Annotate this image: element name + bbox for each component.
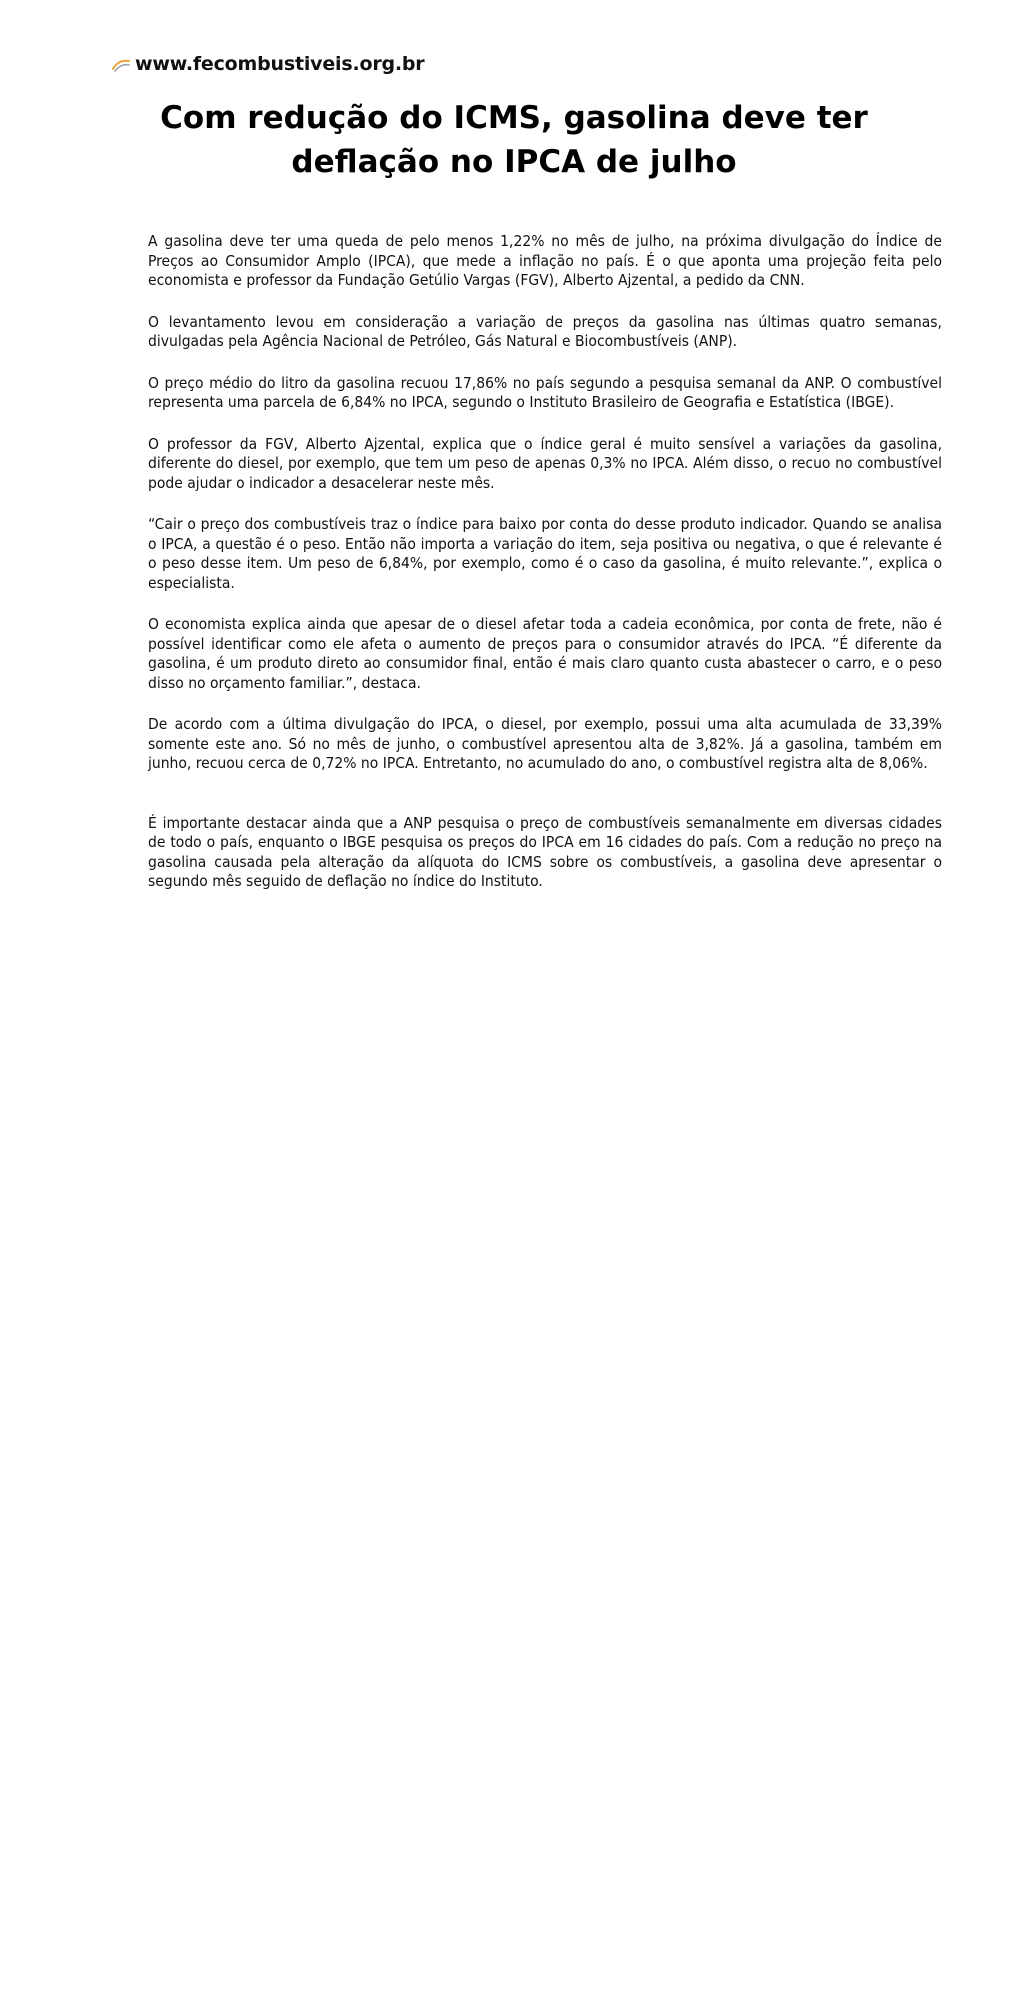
- article-paragraph: A gasolina deve ter uma queda de pelo menos 1,22% no mês de julho, na próxima divulgação do Índice de Preços ao Consumidor Amplo (IPCA), que mede a inflação no país. É o que aponta uma projeção feita pelo economista e professor da Fundação Getúlio Vargas (FGV), Alberto Ajzental, a pedido da CNN.: [148, 232, 942, 289]
- article-title: Com redução do ICMS, gasolina deve ter deflação no IPCA de julho: [160, 100, 868, 180]
- article-paragraph: O levantamento levou em consideração a variação de preços da gasolina nas últimas quatro semanas, divulgadas pela Agência Nacional de Petróleo, Gás Natural e Biocombustíveis (ANP).: [148, 312, 942, 350]
- site-header: [112, 52, 424, 76]
- article-paragraph: O professor da FGV, Alberto Ajzental, explica que o índice geral é muito sensível a variações da gasolina, diferente do diesel, por exemplo, que tem um peso de apenas 0,3% no IPCA. Além disso, o recuo no combustível pode ajudar o indicador a desacelerar neste mês.: [148, 434, 942, 492]
- article-paragraph: De acordo com a última divulgação do IPCA, o diesel, por exemplo, possui uma alta acumulada de 33,39% somente este ano. Só no mês de junho, o combustível apresentou alta de 3,82%. Já a gasolina, também em junho, recuou cerca de 0,72% no IPCA. Entretanto, no acumulado do ano, o combustível registra alta de 8,06%.: [148, 715, 942, 772]
- article-paragraph: “Cair o preço dos combustíveis traz o índice para baixo por conta do desse produto indicador. Quando se analisa o IPCA, a questão é o peso. Então não importa a variação do item, seja positiva ou negativa, o que é relevante é o peso desse item. Um peso de 6,84%, por exemplo, como é o caso da gasolina, é muito relevante.”, explica o especialista.: [148, 515, 942, 592]
- article-paragraph: O preço médio do litro da gasolina recuou 17,86% no país segundo a pesquisa semanal da ANP. O combustível representa uma parcela de 6,84% no IPCA, segundo o Instituto Brasileiro de Geografia e Estatística (IBGE).: [148, 373, 942, 411]
- site-url[interactable]: www.fecombustiveis.org.br: [135, 53, 425, 75]
- fuel-swoosh-icon: [112, 57, 130, 71]
- article-paragraph: O economista explica ainda que apesar de o diesel afetar toda a cadeia econômica, por conta de frete, não é possível identificar como ele afeta o aumento de preços para o consumidor através do IPCA. “É diferente da gasolina, é um produto direto ao consumidor final, então é mais claro quanto custa abastecer o carro, e o peso disso no orçamento familiar.”, destaca.: [148, 615, 942, 692]
- article-paragraph: É importante destacar ainda que a ANP pesquisa o preço de combustíveis semanalmente em diversas cidades de todo o país, enquanto o IBGE pesquisa os preços do IPCA em 16 cidades do país. Com a redução no preço na gasolina causada pela alteração da alíquota do ICMS sobre os combustíveis, a gasolina deve apresentar o segundo mês seguido de deflação no índice do Instituto.: [148, 813, 942, 890]
- article-body: [148, 232, 942, 914]
